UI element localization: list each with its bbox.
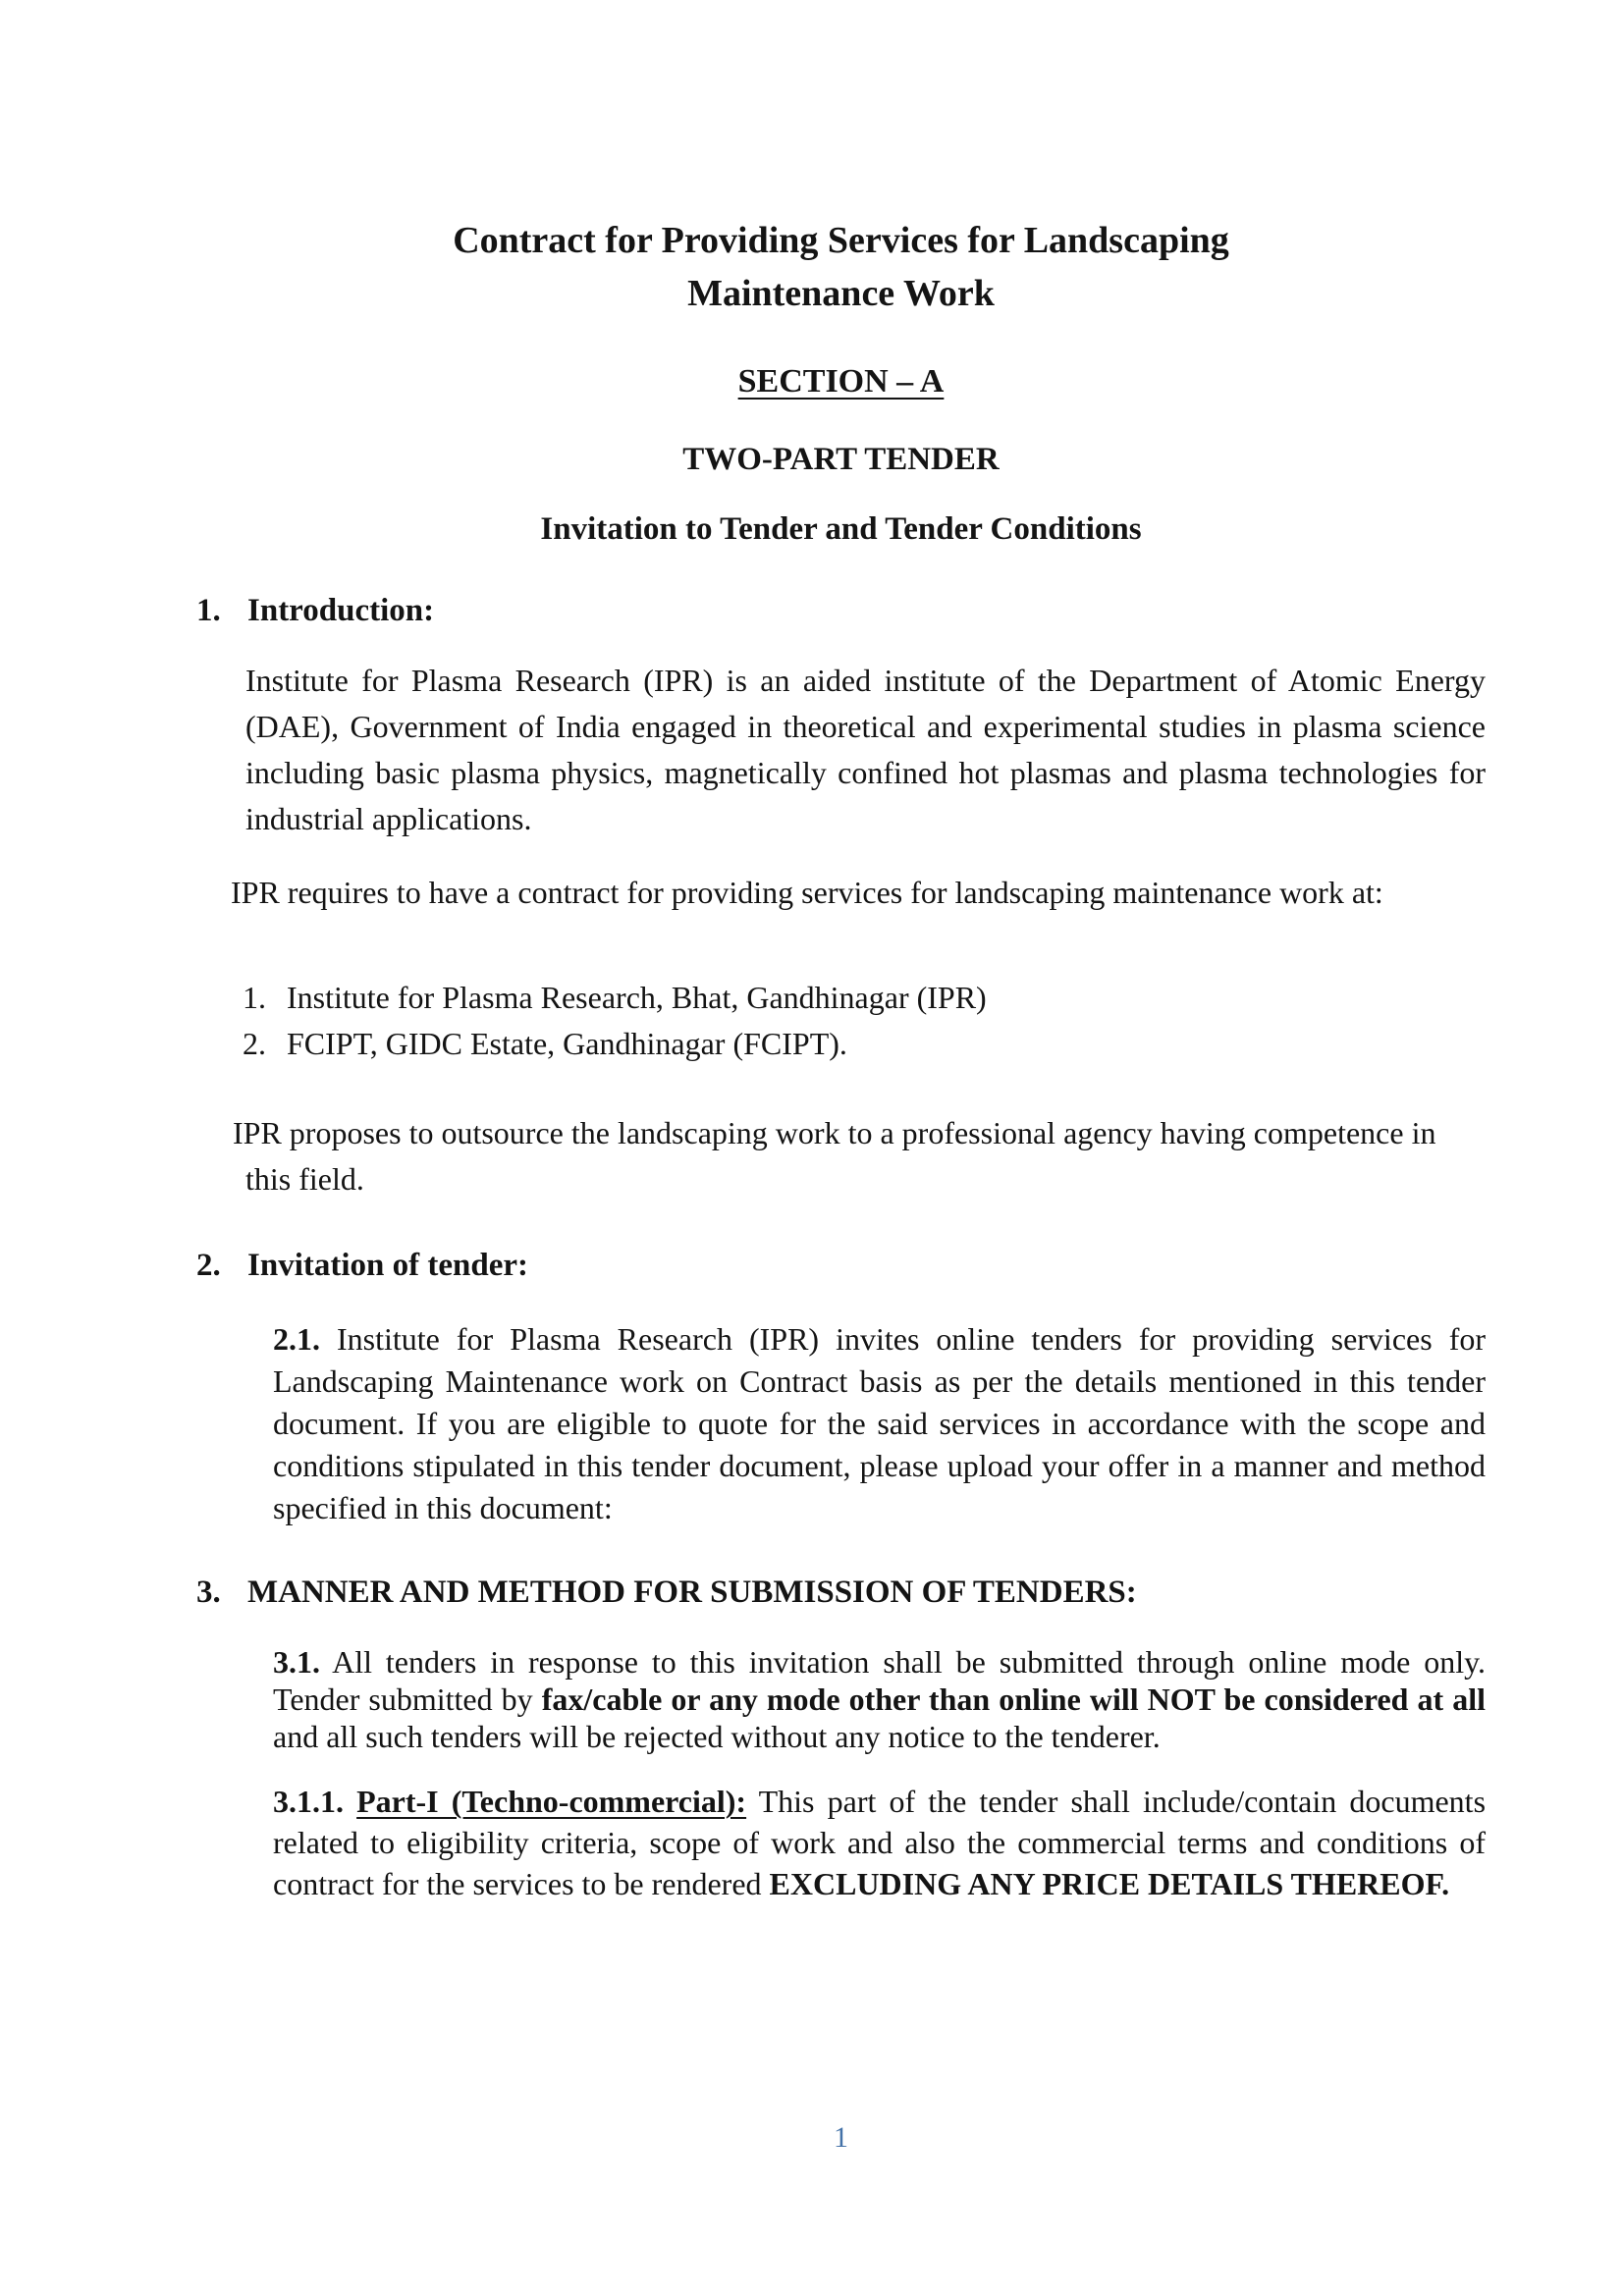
title-line-1: Contract for Providing Services for Landscaping — [453, 220, 1229, 261]
location-list — [243, 975, 1486, 1067]
list-item-fcipt — [243, 1021, 1486, 1067]
paragraph-outsource: IPR proposes to outsource the landscaping work to a professional agency having competence in this field. — [233, 1115, 1436, 1197]
paragraph-3-1 — [273, 1643, 1486, 1755]
paragraph-3-1-1-label: 3.1.1. — [273, 1784, 357, 1819]
paragraph-2-1-label: 2.1. — [273, 1321, 320, 1357]
paragraph-2-1-text: Institute for Plasma Research (IPR) invites online tenders for providing services for Landscaping Maintenance work on Contract basis as per the details mentioned in this tender document. If you are eligible to quote for the said services in accordance with the scope and conditions stipulated in this tender document, please upload your offer in a manner and method specified in this document: — [273, 1321, 1486, 1525]
list-item-ipr — [243, 975, 1486, 1021]
heading-manner-and-method — [196, 1571, 1486, 1614]
heading-introduction — [196, 589, 1486, 632]
paragraph-3-1-text1: All tenders in response to this invitation shall be submitted through online mode only. Tender submitted by — [273, 1644, 1486, 1717]
list-item-fcipt-text: FCIPT, GIDC Estate, Gandhinagar (FCIPT). — [287, 1026, 847, 1061]
heading-introduction-text: Introduction: — [247, 593, 435, 628]
paragraph-3-1-text2: and all such tenders will be rejected without any notice to the tenderer. — [273, 1719, 1161, 1754]
section-label — [196, 363, 1486, 400]
document-title — [196, 0, 1486, 320]
paragraph-3-1-1-text1: This part of the tender shall include/contain documents related to eligibility criteria, scope of work and also the commercial terms and conditions of contract for the services to be rendered — [273, 1784, 1487, 1901]
paragraph-3-1-label: 3.1. — [273, 1644, 320, 1680]
paragraph-3-1-bold: fax/cable or any mode other than online will NOT be considered at all — [541, 1682, 1486, 1717]
title-line-2: Maintenance Work — [687, 273, 995, 314]
heading-invitation-text: Invitation of tender: — [247, 1248, 528, 1283]
paragraph-3-1-1 — [273, 1781, 1486, 1904]
paragraph-2-1 — [273, 1318, 1486, 1529]
heading-invitation-of-tender — [196, 1244, 1486, 1287]
list-item-fcipt-number: 2. — [243, 1026, 266, 1061]
heading-introduction-number: 1. — [196, 593, 221, 628]
heading-manner-number: 3. — [196, 1575, 221, 1610]
list-item-ipr-number: 1. — [243, 980, 266, 1015]
section-label-text: SECTION – A — [737, 363, 945, 400]
paragraph-requirement: IPR requires to have a contract for providing services for landscaping maintenance work at: — [231, 875, 1383, 910]
paragraph-3-1-1-bold: EXCLUDING ANY PRICE DETAILS THEREOF. — [769, 1866, 1450, 1901]
invitation-subtitle: Invitation to Tender and Tender Conditions — [540, 511, 1142, 547]
paragraph-about-ipr: Institute for Plasma Research (IPR) is an aided institute of the Department of Atomic Energy (DAE), Government of India engaged in theoretical and experimental studies in plasma science including basic plasma physics, magnetically confined hot plasmas and plasma technologies for industrial applications. — [245, 663, 1486, 836]
list-item-ipr-text: Institute for Plasma Research, Bhat, Gandhinagar (IPR) — [287, 980, 987, 1015]
heading-invitation-number: 2. — [196, 1248, 221, 1283]
heading-manner-text: MANNER AND METHOD FOR SUBMISSION OF TENDERS: — [247, 1575, 1137, 1610]
paragraph-3-1-1-underlined: Part-I (Techno-commercial): — [356, 1784, 747, 1819]
page-number: 1 — [834, 2121, 848, 2154]
tender-type-heading: TWO-PART TENDER — [682, 442, 1000, 477]
